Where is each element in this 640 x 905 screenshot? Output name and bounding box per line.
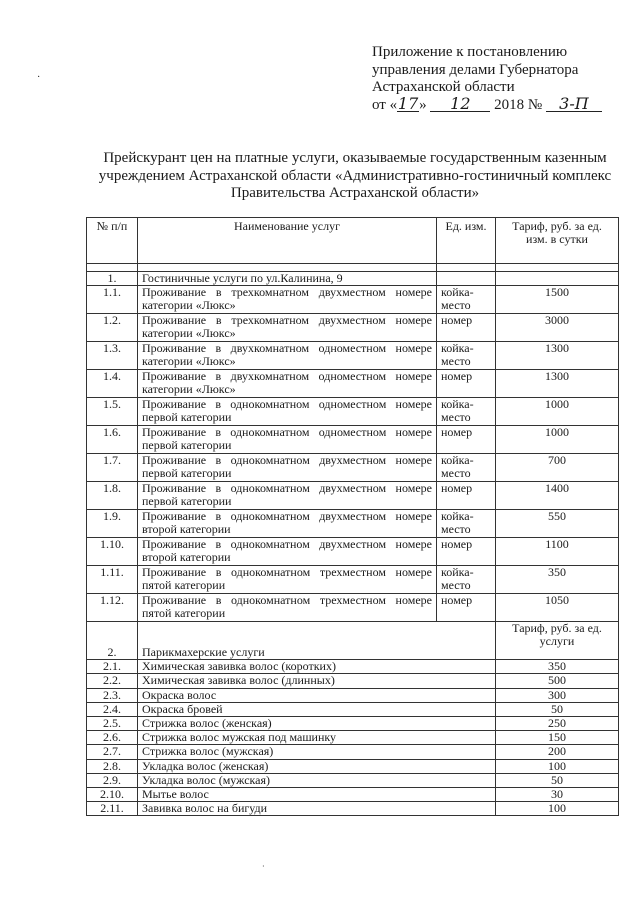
row-unit: номер [437, 538, 496, 566]
section-num: 2. [87, 622, 138, 660]
row-name: Проживание в трехкомнатном двухместном номере категории «Люкс» [138, 314, 437, 342]
row-unit: номер [437, 482, 496, 510]
row-name: Завивка волос на бигуди [138, 802, 496, 816]
row-num: 1.1. [87, 286, 138, 314]
row-num: 1.8. [87, 482, 138, 510]
annex-date-line [372, 93, 622, 115]
row-tariff: 30 [496, 788, 619, 802]
section-num: 1. [87, 272, 138, 286]
row-tariff: 3000 [496, 314, 619, 342]
row-name: Химическая завивка волос (коротких) [138, 660, 496, 674]
section-name: Парикмахерские услуги [138, 622, 496, 660]
row-tariff: 1300 [496, 342, 619, 370]
row-name: Проживание в однокомнатном двухместном номере второй категории [138, 510, 437, 538]
row-name: Проживание в двухкомнатном одноместном номере категории «Люкс» [138, 342, 437, 370]
scan-mark: · [37, 72, 41, 83]
row-tariff: 250 [496, 717, 619, 731]
table-row [87, 660, 619, 674]
annex-block [372, 44, 622, 114]
header-tariff: Тариф, руб. за ед. изм. в сутки [496, 218, 619, 264]
row-tariff: 1300 [496, 370, 619, 398]
row-num: 2.2. [87, 674, 138, 688]
row-unit: койка-место [437, 510, 496, 538]
table-row [87, 745, 619, 759]
row-unit: номер [437, 370, 496, 398]
title-line: учреждением Астраханской области «Административно-гостиничный комплекс [98, 167, 612, 184]
row-tariff: 50 [496, 773, 619, 787]
table-row [87, 342, 619, 370]
row-name: Химическая завивка волос (длинных) [138, 674, 496, 688]
row-name: Проживание в трехкомнатном двухместном номере категории «Люкс» [138, 286, 437, 314]
row-tariff: 150 [496, 731, 619, 745]
row-name: Проживание в однокомнатном трехместном номере пятой категории [138, 566, 437, 594]
date-mid: » [419, 96, 427, 113]
table-row [87, 594, 619, 622]
table-row [87, 286, 619, 314]
scan-mark: · [262, 862, 265, 871]
row-unit: номер [437, 314, 496, 342]
table-row [87, 773, 619, 787]
row-name: Окраска бровей [138, 702, 496, 716]
row-name: Проживание в однокомнатном одноместном номере первой категории [138, 398, 437, 426]
title-line: Прейскурант цен на платные услуги, оказываемые государственным казенным [103, 150, 607, 166]
table-row [87, 731, 619, 745]
table-row [87, 788, 619, 802]
decree-number: 3-П [546, 97, 602, 112]
row-tariff: 100 [496, 759, 619, 773]
row-tariff: 500 [496, 674, 619, 688]
row-tariff: 1500 [496, 286, 619, 314]
row-tariff: 50 [496, 702, 619, 716]
row-name: Проживание в однокомнатном одноместном номере первой категории [138, 426, 437, 454]
row-num: 2.3. [87, 688, 138, 702]
row-name: Стрижка волос мужская под машинку [138, 731, 496, 745]
table-row [87, 370, 619, 398]
row-num: 2.8. [87, 759, 138, 773]
row-unit: номер [437, 426, 496, 454]
row-num: 2.10. [87, 788, 138, 802]
row-tariff: 1000 [496, 398, 619, 426]
row-tariff: 350 [496, 660, 619, 674]
row-num: 1.3. [87, 342, 138, 370]
table-row [87, 566, 619, 594]
row-num: 1.12. [87, 594, 138, 622]
row-num: 1.2. [87, 314, 138, 342]
row-unit: номер [437, 594, 496, 622]
header-unit: Ед. изм. [437, 218, 496, 264]
price-table [86, 217, 619, 816]
row-unit: койка-место [437, 566, 496, 594]
row-name: Стрижка волос (мужская) [138, 745, 496, 759]
row-num: 2.11. [87, 802, 138, 816]
row-name: Мытье волос [138, 788, 496, 802]
date-prefix: от « [372, 96, 398, 113]
row-num: 1.7. [87, 454, 138, 482]
row-name: Проживание в однокомнатном трехместном номере пятой категории [138, 594, 437, 622]
table-row [87, 702, 619, 716]
row-name: Стрижка волос (женская) [138, 717, 496, 731]
row-num: 1.11. [87, 566, 138, 594]
annex-line: управления делами Губернатора [372, 61, 579, 78]
row-tariff: 1000 [496, 426, 619, 454]
row-tariff: 550 [496, 510, 619, 538]
header-name: Наименование услуг [138, 218, 437, 264]
row-tariff: 1100 [496, 538, 619, 566]
row-unit: койка-место [437, 342, 496, 370]
row-name: Проживание в двухкомнатном одноместном номере категории «Люкс» [138, 370, 437, 398]
row-name: Укладка волос (мужская) [138, 773, 496, 787]
row-tariff: 1050 [496, 594, 619, 622]
row-tariff: 700 [496, 454, 619, 482]
row-num: 1.6. [87, 426, 138, 454]
row-num: 2.5. [87, 717, 138, 731]
header-num: № п/п [87, 218, 138, 264]
row-tariff: 300 [496, 688, 619, 702]
table-header-row [87, 218, 619, 264]
table-row [87, 717, 619, 731]
section-row [87, 622, 619, 660]
table-row [87, 454, 619, 482]
row-num: 2.9. [87, 773, 138, 787]
row-num: 2.4. [87, 702, 138, 716]
annex-line: Астраханской области [372, 79, 515, 95]
date-month: 12 [430, 97, 490, 112]
table-row [87, 802, 619, 816]
row-unit: койка-место [437, 454, 496, 482]
table-row [87, 314, 619, 342]
row-unit: койка-место [437, 398, 496, 426]
row-num: 1.10. [87, 538, 138, 566]
row-name: Окраска волос [138, 688, 496, 702]
section-tariff-header: Тариф, руб. за ед. услуги [496, 622, 619, 660]
row-num: 1.4. [87, 370, 138, 398]
table-row [87, 482, 619, 510]
row-name: Проживание в однокомнатном двухместном номере второй категории [138, 538, 437, 566]
table-row [87, 674, 619, 688]
row-num: 2.6. [87, 731, 138, 745]
title-line: Правительства Астраханской области» [230, 185, 480, 201]
document-title [90, 150, 620, 203]
annex-line: Приложение к постановлению [372, 44, 568, 60]
row-tariff: 100 [496, 802, 619, 816]
date-day: 17 [397, 93, 419, 113]
row-tariff: 200 [496, 745, 619, 759]
row-name: Проживание в однокомнатном двухместном номере первой категории [138, 454, 437, 482]
section-row [87, 272, 619, 286]
row-num: 1.5. [87, 398, 138, 426]
row-unit: койка-место [437, 286, 496, 314]
row-num: 2.7. [87, 745, 138, 759]
table-row [87, 538, 619, 566]
table-row [87, 688, 619, 702]
row-name: Укладка волос (женская) [138, 759, 496, 773]
date-year: 2018 № [494, 96, 543, 113]
row-num: 1.9. [87, 510, 138, 538]
row-num: 2.1. [87, 660, 138, 674]
table-row [87, 759, 619, 773]
table-row [87, 398, 619, 426]
table-row [87, 426, 619, 454]
row-name: Проживание в однокомнатном двухместном номере первой категории [138, 482, 437, 510]
table-row [87, 510, 619, 538]
row-tariff: 1400 [496, 482, 619, 510]
row-tariff: 350 [496, 566, 619, 594]
section-name: Гостиничные услуги по ул.Калинина, 9 [138, 272, 437, 286]
